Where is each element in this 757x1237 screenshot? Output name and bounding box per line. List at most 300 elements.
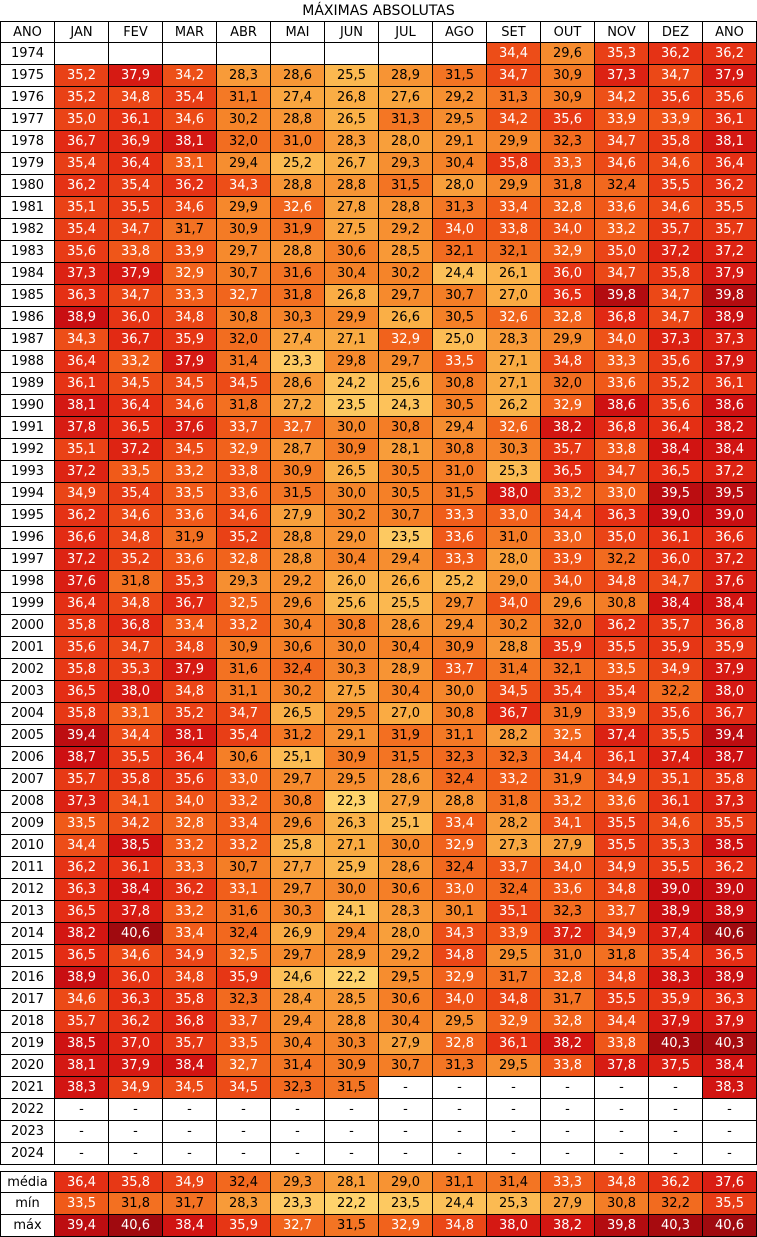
year-label: 2022: [0, 1099, 55, 1121]
month-value-cell: 32,4: [487, 879, 541, 901]
month-value-cell: 31,5: [325, 1077, 379, 1099]
year-label: 2004: [0, 703, 55, 725]
month-value-cell: 32,9: [541, 395, 595, 417]
month-value-cell: 35,5: [109, 197, 163, 219]
month-value-cell: 36,7: [487, 703, 541, 725]
month-value-cell: 37,9: [649, 1011, 703, 1033]
year-label: 1995: [0, 505, 55, 527]
month-value-cell: 35,3: [595, 43, 649, 65]
month-value-cell: 29,5: [487, 945, 541, 967]
month-value-cell: 35,7: [649, 615, 703, 637]
month-value-cell: 28,9: [325, 945, 379, 967]
month-value-cell: 34,5: [487, 681, 541, 703]
annual-max-cell: 36,6: [703, 527, 757, 549]
month-value-cell: 35,0: [595, 527, 649, 549]
month-value-cell: 30,9: [325, 1055, 379, 1077]
month-value-cell: 35,9: [217, 967, 271, 989]
annual-max-cell: 38,9: [703, 967, 757, 989]
month-value-cell: 33,6: [595, 791, 649, 813]
month-value-cell: 31,3: [487, 87, 541, 109]
month-value-cell: [109, 43, 163, 65]
month-value-cell: 36,0: [541, 263, 595, 285]
month-value-cell: 30,7: [379, 1055, 433, 1077]
month-value-cell: 33,5: [109, 461, 163, 483]
month-value-cell: 29,1: [433, 131, 487, 153]
month-value-cell: 33,9: [595, 109, 649, 131]
month-value-cell: 38,3: [55, 1077, 109, 1099]
month-value-cell: 34,5: [109, 373, 163, 395]
year-label: 2007: [0, 769, 55, 791]
month-value-cell: -: [109, 1099, 163, 1121]
month-value-cell: 34,7: [487, 65, 541, 87]
annual-max-cell: -: [703, 1143, 757, 1165]
month-value-cell: 26,8: [325, 87, 379, 109]
month-value-cell: 27,1: [487, 351, 541, 373]
month-value-cell: 29,9: [487, 131, 541, 153]
summary-value-cell: 35,8: [109, 1171, 163, 1193]
month-value-cell: 33,2: [163, 901, 217, 923]
month-value-cell: 38,2: [55, 923, 109, 945]
month-value-cell: 29,4: [433, 615, 487, 637]
month-value-cell: -: [379, 1143, 433, 1165]
summary-value-cell: 33,5: [55, 1193, 109, 1215]
month-value-cell: 39,0: [649, 505, 703, 527]
month-value-cell: 38,4: [109, 879, 163, 901]
month-value-cell: 27,5: [325, 219, 379, 241]
month-value-cell: 31,1: [217, 87, 271, 109]
month-value-cell: -: [433, 1143, 487, 1165]
month-value-cell: 34,7: [649, 307, 703, 329]
annual-max-cell: 37,2: [703, 549, 757, 571]
month-value-cell: 33,8: [109, 241, 163, 263]
month-value-cell: 27,1: [487, 373, 541, 395]
annual-max-cell: 36,8: [703, 615, 757, 637]
month-value-cell: 31,0: [541, 945, 595, 967]
month-value-cell: 35,2: [217, 527, 271, 549]
month-value-cell: 35,4: [109, 483, 163, 505]
month-value-cell: 36,4: [109, 395, 163, 417]
month-value-cell: 29,4: [271, 1011, 325, 1033]
month-value-cell: [217, 43, 271, 65]
month-value-cell: 30,4: [271, 615, 325, 637]
month-value-cell: -: [163, 1099, 217, 1121]
month-value-cell: 35,2: [163, 703, 217, 725]
month-value-cell: 28,5: [325, 989, 379, 1011]
month-value-cell: 31,0: [487, 527, 541, 549]
month-value-cell: 25,2: [433, 571, 487, 593]
annual-max-cell: 38,4: [703, 1055, 757, 1077]
annual-max-cell: 35,5: [703, 197, 757, 219]
annual-max-cell: 38,0: [703, 681, 757, 703]
month-value-cell: 34,6: [595, 153, 649, 175]
annual-max-cell: 38,4: [703, 593, 757, 615]
month-value-cell: 30,2: [217, 109, 271, 131]
month-value-cell: 34,9: [595, 769, 649, 791]
month-value-cell: 34,3: [433, 923, 487, 945]
month-value-cell: [433, 43, 487, 65]
month-value-cell: 27,9: [379, 791, 433, 813]
month-value-cell: 32,9: [379, 329, 433, 351]
month-value-cell: 30,0: [325, 879, 379, 901]
month-value-cell: 37,8: [109, 901, 163, 923]
month-value-cell: 28,9: [379, 659, 433, 681]
month-value-cell: 28,0: [379, 923, 433, 945]
summary-value-cell: 38,2: [541, 1215, 595, 1237]
month-value-cell: -: [109, 1121, 163, 1143]
month-value-cell: 34,7: [595, 263, 649, 285]
month-value-cell: 36,4: [55, 351, 109, 373]
annual-max-cell: 38,5: [703, 835, 757, 857]
month-value-cell: 36,8: [109, 615, 163, 637]
month-value-cell: 31,7: [487, 967, 541, 989]
month-value-cell: 37,5: [649, 1055, 703, 1077]
month-value-cell: 25,1: [379, 813, 433, 835]
month-value-cell: 30,0: [325, 417, 379, 439]
month-value-cell: 22,2: [325, 967, 379, 989]
month-value-cell: 32,6: [487, 307, 541, 329]
month-value-cell: 31,3: [433, 197, 487, 219]
month-value-cell: 37,2: [109, 439, 163, 461]
month-value-cell: 33,8: [487, 219, 541, 241]
month-value-cell: 35,5: [595, 989, 649, 1011]
month-value-cell: 30,3: [325, 1033, 379, 1055]
month-value-cell: 36,4: [163, 747, 217, 769]
month-value-cell: 30,4: [379, 681, 433, 703]
month-value-cell: 37,9: [163, 351, 217, 373]
month-value-cell: 22,3: [325, 791, 379, 813]
month-value-cell: 28,6: [379, 769, 433, 791]
year-label: 2010: [0, 835, 55, 857]
header-year: ANO: [0, 21, 55, 43]
summary-value-cell: 23,5: [379, 1193, 433, 1215]
month-value-cell: 30,9: [325, 439, 379, 461]
summary-value-cell: 24,4: [433, 1193, 487, 1215]
month-value-cell: 28,6: [271, 373, 325, 395]
summary-value-cell: 32,2: [649, 1193, 703, 1215]
month-value-cell: 30,8: [325, 615, 379, 637]
month-value-cell: 34,0: [433, 219, 487, 241]
annual-max-cell: 39,0: [703, 505, 757, 527]
month-value-cell: 30,9: [271, 461, 325, 483]
month-value-cell: 27,2: [271, 395, 325, 417]
header-month: FEV: [109, 21, 163, 43]
month-value-cell: 23,3: [271, 351, 325, 373]
year-label: 2002: [0, 659, 55, 681]
month-value-cell: 31,8: [109, 571, 163, 593]
month-value-cell: 37,9: [109, 1055, 163, 1077]
annual-max-cell: 37,6: [703, 571, 757, 593]
header-month: NOV: [595, 21, 649, 43]
month-value-cell: 34,6: [163, 197, 217, 219]
month-value-cell: 30,5: [433, 395, 487, 417]
month-value-cell: 25,8: [271, 835, 325, 857]
month-value-cell: -: [379, 1077, 433, 1099]
month-value-cell: 30,3: [271, 307, 325, 329]
month-value-cell: -: [649, 1099, 703, 1121]
month-value-cell: -: [487, 1121, 541, 1143]
month-value-cell: 35,2: [649, 373, 703, 395]
month-value-cell: 38,2: [541, 417, 595, 439]
year-label: 2008: [0, 791, 55, 813]
month-value-cell: 31,9: [271, 219, 325, 241]
month-value-cell: 35,7: [541, 439, 595, 461]
month-value-cell: 37,6: [163, 417, 217, 439]
annual-max-cell: 37,2: [703, 241, 757, 263]
month-value-cell: 35,4: [55, 219, 109, 241]
month-value-cell: 37,4: [649, 747, 703, 769]
month-value-cell: 36,5: [109, 417, 163, 439]
month-value-cell: 31,7: [541, 989, 595, 1011]
month-value-cell: 29,6: [541, 43, 595, 65]
month-value-cell: 36,2: [55, 175, 109, 197]
month-value-cell: 36,8: [595, 417, 649, 439]
month-value-cell: -: [55, 1099, 109, 1121]
year-label: 1989: [0, 373, 55, 395]
month-value-cell: 26,6: [379, 571, 433, 593]
month-value-cell: 32,9: [487, 1011, 541, 1033]
month-value-cell: 33,4: [217, 813, 271, 835]
month-value-cell: 28,6: [379, 857, 433, 879]
year-label: 2017: [0, 989, 55, 1011]
month-value-cell: -: [649, 1121, 703, 1143]
month-value-cell: 35,3: [109, 659, 163, 681]
month-value-cell: 33,5: [163, 483, 217, 505]
month-value-cell: 34,7: [649, 65, 703, 87]
month-value-cell: 27,0: [487, 285, 541, 307]
month-value-cell: 35,8: [109, 769, 163, 791]
year-label: 2023: [0, 1121, 55, 1143]
month-value-cell: 35,8: [55, 659, 109, 681]
month-value-cell: 34,6: [163, 109, 217, 131]
month-value-cell: 36,1: [595, 747, 649, 769]
month-value-cell: 32,5: [217, 945, 271, 967]
month-value-cell: 37,2: [541, 923, 595, 945]
header-month: MAR: [163, 21, 217, 43]
month-value-cell: 36,5: [541, 285, 595, 307]
summary-value-cell: 35,5: [703, 1193, 757, 1215]
month-value-cell: 31,9: [541, 703, 595, 725]
month-value-cell: 38,2: [541, 1033, 595, 1055]
month-value-cell: 34,7: [109, 219, 163, 241]
month-value-cell: 31,5: [433, 483, 487, 505]
summary-value-cell: 30,8: [595, 1193, 649, 1215]
month-value-cell: 37,3: [55, 791, 109, 813]
month-value-cell: 36,4: [109, 153, 163, 175]
month-value-cell: 38,9: [55, 967, 109, 989]
month-value-cell: 28,8: [271, 175, 325, 197]
month-value-cell: 28,4: [271, 989, 325, 1011]
month-value-cell: 31,6: [217, 659, 271, 681]
month-value-cell: 36,9: [109, 131, 163, 153]
month-value-cell: 32,0: [541, 615, 595, 637]
month-value-cell: 29,7: [271, 879, 325, 901]
month-value-cell: -: [541, 1143, 595, 1165]
month-value-cell: 32,0: [541, 373, 595, 395]
month-value-cell: 30,9: [541, 87, 595, 109]
month-value-cell: 37,2: [55, 461, 109, 483]
month-value-cell: 37,3: [55, 263, 109, 285]
month-value-cell: 30,3: [325, 659, 379, 681]
month-value-cell: 33,7: [487, 857, 541, 879]
month-value-cell: 33,2: [163, 835, 217, 857]
month-value-cell: 29,5: [433, 1011, 487, 1033]
month-value-cell: 29,2: [433, 87, 487, 109]
month-value-cell: 32,8: [541, 1011, 595, 1033]
month-value-cell: 35,9: [541, 637, 595, 659]
month-value-cell: 38,6: [595, 395, 649, 417]
summary-value-cell: 35,9: [217, 1215, 271, 1237]
month-value-cell: 33,2: [541, 791, 595, 813]
month-value-cell: 34,8: [487, 989, 541, 1011]
month-value-cell: 31,6: [217, 901, 271, 923]
month-value-cell: 34,7: [109, 637, 163, 659]
month-value-cell: -: [649, 1077, 703, 1099]
month-value-cell: 33,4: [163, 615, 217, 637]
year-label: 1974: [0, 43, 55, 65]
month-value-cell: 34,7: [649, 285, 703, 307]
month-value-cell: 36,7: [109, 329, 163, 351]
annual-max-cell: 39,8: [703, 285, 757, 307]
month-value-cell: 32,9: [541, 241, 595, 263]
month-value-cell: 34,5: [163, 373, 217, 395]
month-value-cell: 31,0: [433, 461, 487, 483]
month-value-cell: 32,4: [217, 923, 271, 945]
month-value-cell: 34,2: [163, 65, 217, 87]
summary-value-cell: 28,3: [217, 1193, 271, 1215]
month-value-cell: 36,2: [163, 175, 217, 197]
month-value-cell: 31,8: [487, 791, 541, 813]
year-label: 1978: [0, 131, 55, 153]
month-value-cell: 37,4: [649, 923, 703, 945]
month-value-cell: 33,9: [649, 109, 703, 131]
month-value-cell: 26,1: [487, 263, 541, 285]
month-value-cell: 28,8: [433, 791, 487, 813]
month-value-cell: 26,7: [325, 153, 379, 175]
month-value-cell: 25,3: [487, 461, 541, 483]
month-value-cell: 29,4: [433, 417, 487, 439]
month-value-cell: 34,5: [163, 439, 217, 461]
year-label: 1976: [0, 87, 55, 109]
month-value-cell: -: [217, 1099, 271, 1121]
month-value-cell: 34,0: [487, 593, 541, 615]
summary-value-cell: 28,1: [325, 1171, 379, 1193]
month-value-cell: [271, 43, 325, 65]
year-label: 2003: [0, 681, 55, 703]
month-value-cell: 28,0: [379, 131, 433, 153]
month-value-cell: 35,5: [649, 725, 703, 747]
month-value-cell: 28,5: [379, 241, 433, 263]
month-value-cell: 25,5: [379, 593, 433, 615]
annual-max-cell: 38,1: [703, 131, 757, 153]
annual-max-cell: 35,6: [703, 87, 757, 109]
month-value-cell: 34,9: [55, 483, 109, 505]
month-value-cell: 31,5: [271, 483, 325, 505]
month-value-cell: 35,1: [55, 197, 109, 219]
month-value-cell: 32,8: [433, 1033, 487, 1055]
month-value-cell: 31,4: [271, 1055, 325, 1077]
summary-value-cell: 38,0: [487, 1215, 541, 1237]
month-value-cell: 35,4: [217, 725, 271, 747]
month-value-cell: 35,8: [55, 615, 109, 637]
month-value-cell: 31,0: [271, 131, 325, 153]
month-value-cell: 36,3: [595, 505, 649, 527]
annual-max-cell: 39,4: [703, 725, 757, 747]
month-value-cell: 33,2: [541, 483, 595, 505]
year-label: 1975: [0, 65, 55, 87]
month-value-cell: 27,0: [379, 703, 433, 725]
month-value-cell: 33,2: [163, 461, 217, 483]
month-value-cell: -: [487, 1077, 541, 1099]
month-value-cell: 31,8: [217, 395, 271, 417]
month-value-cell: 33,5: [217, 1033, 271, 1055]
annual-max-cell: 37,3: [703, 329, 757, 351]
annual-max-cell: 39,5: [703, 483, 757, 505]
month-value-cell: 33,8: [595, 1033, 649, 1055]
annual-max-cell: 37,9: [703, 1011, 757, 1033]
month-value-cell: 28,2: [487, 725, 541, 747]
month-value-cell: 28,8: [271, 109, 325, 131]
month-value-cell: 34,8: [109, 527, 163, 549]
month-value-cell: 29,0: [325, 527, 379, 549]
month-value-cell: 27,4: [271, 87, 325, 109]
month-value-cell: 33,7: [217, 1011, 271, 1033]
year-label: 2000: [0, 615, 55, 637]
month-value-cell: 39,4: [55, 725, 109, 747]
month-value-cell: [379, 43, 433, 65]
month-value-cell: 35,4: [55, 153, 109, 175]
annual-max-cell: 36,2: [703, 857, 757, 879]
annual-max-cell: -: [703, 1121, 757, 1143]
month-value-cell: 29,3: [217, 571, 271, 593]
month-value-cell: 35,6: [649, 703, 703, 725]
month-value-cell: 30,8: [271, 791, 325, 813]
summary-value-cell: 36,4: [55, 1171, 109, 1193]
month-value-cell: -: [433, 1121, 487, 1143]
month-value-cell: -: [271, 1121, 325, 1143]
month-value-cell: 34,4: [109, 725, 163, 747]
month-value-cell: 34,6: [109, 505, 163, 527]
year-label: 1983: [0, 241, 55, 263]
annual-max-cell: 39,0: [703, 879, 757, 901]
year-label: 2020: [0, 1055, 55, 1077]
month-value-cell: 29,9: [541, 329, 595, 351]
month-value-cell: 33,2: [217, 791, 271, 813]
month-value-cell: 32,0: [217, 131, 271, 153]
month-value-cell: 28,6: [379, 615, 433, 637]
month-value-cell: 38,1: [55, 395, 109, 417]
month-value-cell: 32,8: [541, 307, 595, 329]
month-value-cell: 29,8: [325, 351, 379, 373]
month-value-cell: 30,0: [433, 681, 487, 703]
summary-value-cell: 39,8: [595, 1215, 649, 1237]
month-value-cell: 34,6: [649, 813, 703, 835]
month-value-cell: 35,4: [595, 681, 649, 703]
month-value-cell: 31,7: [163, 219, 217, 241]
month-value-cell: 34,3: [55, 329, 109, 351]
month-value-cell: 33,9: [595, 703, 649, 725]
month-value-cell: 26,0: [325, 571, 379, 593]
month-value-cell: 38,1: [55, 1055, 109, 1077]
annual-max-cell: 37,9: [703, 65, 757, 87]
month-value-cell: 35,2: [55, 87, 109, 109]
month-value-cell: 31,6: [271, 263, 325, 285]
month-value-cell: -: [163, 1121, 217, 1143]
month-value-cell: 33,5: [595, 659, 649, 681]
month-value-cell: 35,6: [163, 769, 217, 791]
month-value-cell: 33,3: [541, 153, 595, 175]
summary-value-cell: 31,4: [487, 1171, 541, 1193]
month-value-cell: 28,6: [271, 65, 325, 87]
